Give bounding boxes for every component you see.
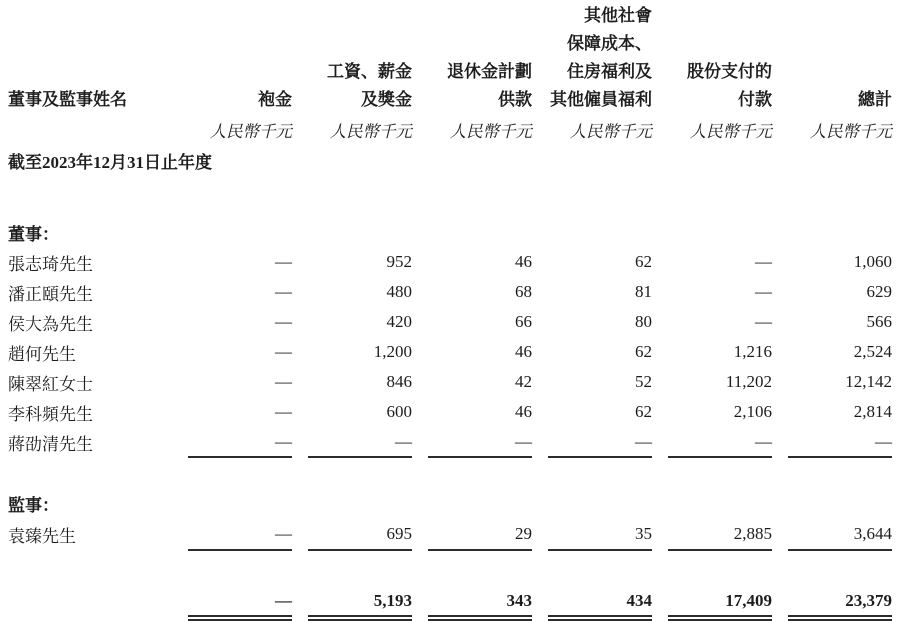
- row-name-cell: [8, 586, 172, 618]
- value-cell: —: [275, 282, 292, 301]
- spacer: [412, 307, 428, 337]
- table-row: [8, 277, 892, 307]
- value-cell: —: [188, 427, 292, 457]
- spacer: [772, 277, 788, 307]
- value-cell: 62: [635, 252, 652, 271]
- spacer: [412, 518, 428, 550]
- value-cell: 420: [386, 312, 412, 331]
- unit-label: 人民幣千元: [809, 122, 892, 141]
- spacer: [172, 518, 188, 550]
- spacer: [532, 427, 548, 457]
- spacer: [412, 277, 428, 307]
- value-cell: 846: [386, 372, 412, 391]
- row-name-cell: 李科頻先生: [8, 404, 93, 424]
- value-cell: —: [755, 312, 772, 331]
- spacer: [652, 427, 668, 457]
- value-cell: 12,142: [845, 372, 892, 391]
- spacer: [652, 337, 668, 367]
- unit-label: 人民幣千元: [569, 122, 652, 141]
- table-row: [8, 518, 892, 550]
- value-cell: 952: [386, 252, 412, 271]
- spacer: [292, 586, 308, 618]
- spacer: [412, 2, 428, 114]
- value-cell: 80: [635, 312, 652, 331]
- spacer: [412, 247, 428, 277]
- value-cell: 2,524: [853, 342, 892, 361]
- spacer: [532, 518, 548, 550]
- spacer: [172, 586, 188, 618]
- spacer: [532, 586, 548, 618]
- column-header-fees: 袍金: [258, 90, 292, 109]
- total-cell: 17,409: [668, 586, 772, 618]
- value-cell: —: [668, 427, 772, 457]
- section-label: 董事：: [8, 225, 59, 244]
- spacer: [172, 307, 188, 337]
- spacer: [172, 277, 188, 307]
- spacer: [292, 2, 308, 114]
- name-column-header: 董事及監事姓名: [8, 90, 127, 109]
- table-row: [8, 247, 892, 277]
- total-cell: —: [188, 586, 292, 618]
- spacer: [652, 518, 668, 550]
- spacer: [772, 427, 788, 457]
- spacer: [772, 367, 788, 397]
- table-row: [8, 427, 892, 457]
- spacer: [532, 277, 548, 307]
- spacer: [292, 337, 308, 367]
- spacer: [412, 114, 428, 144]
- column-header-share-payments: 股份支付的 付款: [687, 62, 772, 109]
- row-name-cell: 袁臻先生: [8, 526, 76, 546]
- spacer: [772, 2, 788, 114]
- value-cell: 42: [515, 372, 532, 391]
- value-cell: 629: [866, 282, 892, 301]
- value-cell: —: [428, 427, 532, 457]
- value-cell: 46: [515, 342, 532, 361]
- spacer: [172, 397, 188, 427]
- value-cell: 1,200: [373, 342, 412, 361]
- column-header-total: 總計: [858, 90, 892, 109]
- value-cell: 66: [515, 312, 532, 331]
- row-name-cell: 張志琦先生: [8, 254, 93, 274]
- spacer: [772, 586, 788, 618]
- value-cell: 2,106: [733, 402, 772, 421]
- value-cell: 1,216: [733, 342, 772, 361]
- table-row: [8, 337, 892, 367]
- grand-total-row: [8, 586, 892, 618]
- spacer: [652, 397, 668, 427]
- spacer: [172, 367, 188, 397]
- spacer-row: [8, 550, 892, 586]
- row-name-cell: 潘正頤先生: [8, 284, 93, 304]
- table-row: [8, 397, 892, 427]
- spacer: [532, 337, 548, 367]
- spacer: [412, 397, 428, 427]
- unit-label: 人民幣千元: [449, 122, 532, 141]
- spacer: [292, 277, 308, 307]
- value-cell: —: [548, 427, 652, 457]
- unit-label: 人民幣千元: [329, 122, 412, 141]
- spacer: [292, 427, 308, 457]
- spacer: [652, 277, 668, 307]
- value-cell: 46: [515, 402, 532, 421]
- spacer: [532, 367, 548, 397]
- spacer: [172, 247, 188, 277]
- units-row: [8, 114, 892, 144]
- spacer: [532, 114, 548, 144]
- value-cell: 62: [635, 402, 652, 421]
- value-cell: 2,885: [668, 518, 772, 550]
- value-cell: —: [755, 282, 772, 301]
- spacer: [652, 247, 668, 277]
- value-cell: 52: [635, 372, 652, 391]
- value-cell: 46: [515, 252, 532, 271]
- section-label-directors: [8, 220, 892, 247]
- spacer: [532, 307, 548, 337]
- value-cell: —: [275, 312, 292, 331]
- value-cell: —: [788, 427, 892, 457]
- spacer: [412, 586, 428, 618]
- section-label: 監事：: [8, 496, 59, 515]
- total-cell: 343: [428, 586, 532, 618]
- value-cell: 3,644: [788, 518, 892, 550]
- value-cell: 566: [866, 312, 892, 331]
- row-name-cell: 陳翠紅女士: [8, 374, 93, 394]
- value-cell: —: [275, 402, 292, 421]
- spacer: [772, 307, 788, 337]
- spacer-row: [8, 457, 892, 491]
- spacer: [532, 2, 548, 114]
- spacer: [292, 114, 308, 144]
- column-header-social-benefits: 其他社會 保障成本、 住房福利及 其他僱員福利: [550, 6, 652, 109]
- spacer: [412, 367, 428, 397]
- spacer: [772, 337, 788, 367]
- spacer: [172, 337, 188, 367]
- total-cell: 5,193: [308, 586, 412, 618]
- spacer: [652, 114, 668, 144]
- spacer: [412, 337, 428, 367]
- spacer-row: [8, 178, 892, 220]
- spacer: [292, 397, 308, 427]
- spacer: [172, 427, 188, 457]
- period-row: [8, 144, 892, 178]
- spacer: [652, 307, 668, 337]
- total-cell: 23,379: [788, 586, 892, 618]
- unit-label: 人民幣千元: [689, 122, 772, 141]
- header-row: [8, 2, 892, 114]
- period-label: 截至2023年12月31日止年度: [8, 153, 212, 172]
- value-cell: —: [755, 252, 772, 271]
- spacer: [532, 397, 548, 427]
- value-cell: —: [188, 518, 292, 550]
- value-cell: 600: [386, 402, 412, 421]
- value-cell: 480: [386, 282, 412, 301]
- spacer: [172, 114, 188, 144]
- spacer: [772, 114, 788, 144]
- spacer: [772, 397, 788, 427]
- value-cell: 35: [548, 518, 652, 550]
- spacer: [652, 586, 668, 618]
- value-cell: 68: [515, 282, 532, 301]
- value-cell: 11,202: [725, 372, 772, 391]
- spacer: [532, 247, 548, 277]
- value-cell: 29: [428, 518, 532, 550]
- spacer: [292, 247, 308, 277]
- value-cell: 62: [635, 342, 652, 361]
- value-cell: —: [275, 252, 292, 271]
- unit-label: 人民幣千元: [209, 122, 292, 141]
- value-cell: 1,060: [853, 252, 892, 271]
- spacer: [292, 367, 308, 397]
- remuneration-table: [8, 2, 892, 621]
- spacer: [172, 2, 188, 114]
- spacer: [8, 114, 172, 144]
- spacer: [652, 367, 668, 397]
- spacer: [652, 2, 668, 114]
- value-cell: 695: [308, 518, 412, 550]
- value-cell: 2,814: [853, 402, 892, 421]
- spacer: [772, 247, 788, 277]
- column-header-wages-bonus: 工資、薪金 及獎金: [327, 62, 412, 109]
- table-row: [8, 307, 892, 337]
- value-cell: —: [275, 342, 292, 361]
- row-name-cell: 趙何先生: [8, 344, 76, 364]
- total-cell: 434: [548, 586, 652, 618]
- row-name-cell: 蔣劭清先生: [8, 434, 93, 454]
- table-row: [8, 367, 892, 397]
- spacer: [412, 427, 428, 457]
- value-cell: —: [308, 427, 412, 457]
- spacer: [292, 518, 308, 550]
- column-header-pension: 退休金計劃 供款: [447, 62, 532, 109]
- row-name-cell: 侯大為先生: [8, 314, 93, 334]
- spacer: [772, 518, 788, 550]
- value-cell: —: [275, 372, 292, 391]
- section-label-supervisors: [8, 491, 892, 518]
- value-cell: 81: [635, 282, 652, 301]
- spacer: [292, 307, 308, 337]
